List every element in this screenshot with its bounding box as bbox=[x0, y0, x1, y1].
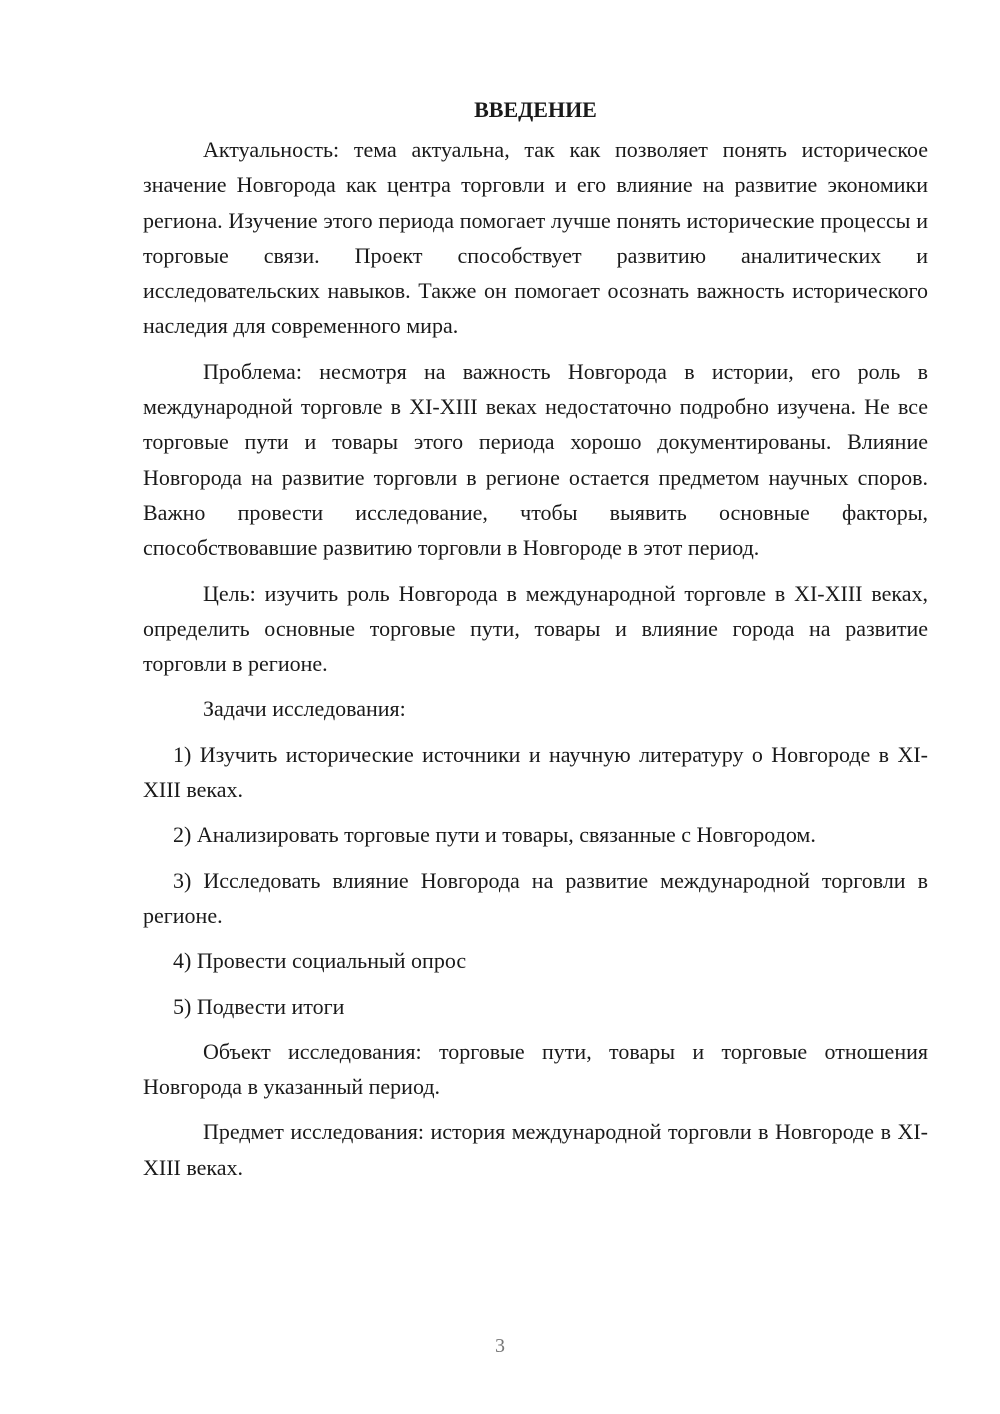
paragraph-goal: Цель: изучить роль Новгорода в международной торговле в XI-XIII веках, определить основные торговые пути, товары и влияние города на развитие торговли в регионе. bbox=[143, 580, 928, 677]
paragraph-object: Объект исследования: торговые пути, товары и торговые отношения Новгорода в указанный период. bbox=[143, 1038, 928, 1100]
task-item-4: 4) Провести социальный опрос bbox=[173, 948, 467, 974]
tasks-heading: Задачи исследования: bbox=[203, 696, 406, 722]
page-title: ВВЕДЕНИЕ bbox=[474, 97, 597, 122]
document-page bbox=[143, 92, 928, 1195]
task-item-2: 2) Анализировать торговые пути и товары, связанные с Новгородом. bbox=[173, 822, 816, 848]
task-item-5: 5) Подвести итоги bbox=[173, 993, 345, 1019]
paragraph-problem: Проблема: несмотря на важность Новгорода в истории, его роль в международной торговле в XI-XIII веках недостаточно подробно изучена. Не все торговые пути и товары этого периода хорошо документированы. Влияние Новгорода на развитие торговли в регионе остается предметом научных споров. Важно провести исследование, чтобы выявить основные факторы, способствовавшие развитию торговли в Новгороде в этот период. bbox=[143, 358, 928, 561]
task-item-3: 3) Исследовать влияние Новгорода на развитие международной торговли в регионе. bbox=[143, 867, 928, 928]
page-number: 3 bbox=[495, 1335, 505, 1357]
paragraph-subject: Предмет исследования: история международной торговли в Новгороде в XI-XIII веках. bbox=[143, 1119, 928, 1180]
paragraph-relevance: Актуальность: тема актуальна, так как позволяет понять историческое значение Новгорода как центра торговли и его влияние на развитие экономики региона. Изучение этого периода помогает лучше понять исторические процессы и торговые связи. Проект способствует развитию аналитических и исследовательских навыков. Также он помогает осознать важность исторического наследия для современного мира. bbox=[143, 137, 928, 339]
task-item-1: 1) Изучить исторические источники и научную литературу о Новгороде в XI-XIII веках. bbox=[143, 741, 928, 803]
